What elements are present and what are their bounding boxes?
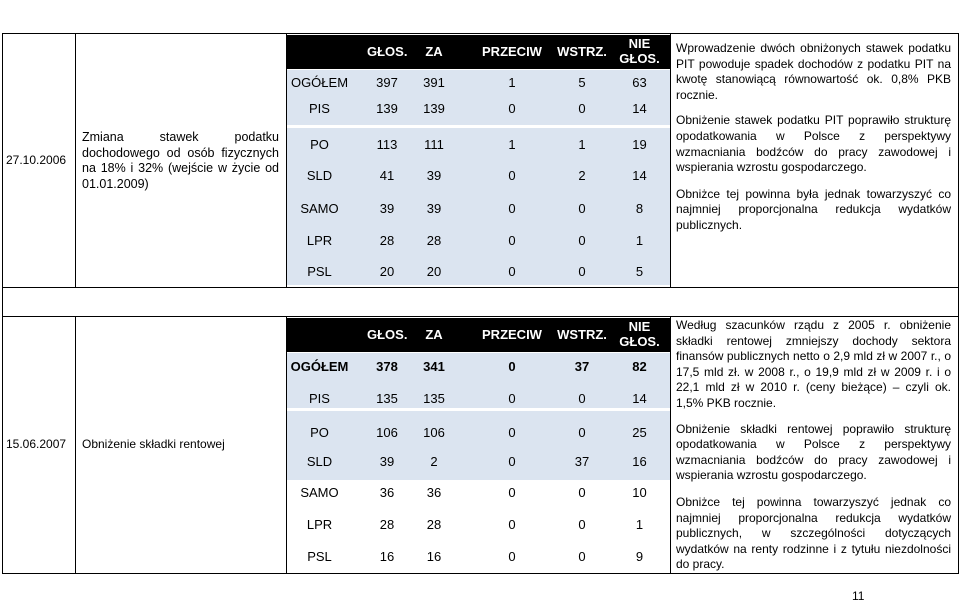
vote-row [287, 232, 670, 250]
vote-value: 1 [578, 137, 586, 152]
party-label: LPR [306, 517, 333, 532]
party-label: PIS [309, 101, 330, 116]
entry-date: 27.10.2006 [6, 153, 67, 167]
party-label: PO [310, 137, 329, 152]
vote-row [287, 100, 670, 118]
vote-value: 1 [635, 517, 644, 532]
column-header: ZA [425, 44, 443, 59]
party-label: SLD [306, 454, 333, 469]
vote-row [287, 136, 670, 154]
vote-value: 28 [379, 517, 395, 532]
grid-line [2, 573, 958, 574]
vote-value: 39 [379, 454, 395, 469]
vote-value: 0 [508, 391, 516, 406]
vote-value: 135 [423, 391, 445, 406]
vote-value: 41 [379, 168, 395, 183]
vote-value: 63 [632, 75, 647, 90]
comment-paragraph: Wprowadzenie dwóch obniżonych stawek podatku PIT powoduje spadek dochodów z podatku PIT na kwotę stanowiącą równowartość ok. 0,8% PKB rocznie. [676, 41, 951, 102]
grid-line [670, 316, 671, 573]
vote-row [287, 390, 670, 408]
vote-value: 139 [423, 101, 445, 116]
vote-value: 1 [635, 233, 644, 248]
column-header: WSTRZ. [557, 327, 607, 342]
vote-row [287, 200, 670, 218]
vote-value: 341 [423, 359, 445, 374]
column-header: NIE GŁOS. [619, 36, 660, 66]
vote-value: 106 [376, 425, 398, 440]
party-label: OGÓŁEM [290, 75, 349, 90]
party-label: SLD [306, 168, 333, 183]
column-header: WSTRZ. [557, 44, 607, 59]
vote-value: 14 [632, 391, 647, 406]
vote-value: 0 [508, 485, 516, 500]
vote-value: 1 [508, 137, 516, 152]
vote-value: 10 [632, 485, 647, 500]
comments [676, 41, 951, 234]
grid-line [287, 409, 670, 410]
vote-value: 139 [376, 101, 398, 116]
vote-value: 37 [574, 454, 590, 469]
party-label: PSL [307, 549, 332, 564]
vote-value: 397 [376, 75, 398, 90]
vote-value: 39 [426, 168, 442, 183]
vote-value: 8 [635, 201, 644, 216]
vote-value: 16 [632, 454, 647, 469]
column-header: NIE GŁOS. [619, 319, 660, 349]
vote-value: 0 [508, 359, 516, 374]
vote-value: 2 [578, 168, 586, 183]
vote-value: 25 [632, 425, 647, 440]
vote-row [287, 453, 670, 471]
vote-value: 20 [426, 264, 442, 279]
vote-value: 0 [578, 201, 586, 216]
vote-value: 0 [578, 233, 586, 248]
vote-row [287, 548, 670, 566]
vote-row [287, 516, 670, 534]
vote-row [287, 358, 670, 376]
vote-value: 0 [578, 549, 586, 564]
vote-value: 1 [508, 75, 516, 90]
vote-value: 5 [635, 264, 644, 279]
column-header: GŁOS. [367, 327, 408, 342]
vote-value: 0 [508, 168, 516, 183]
grid-line [2, 33, 3, 574]
page-number: 11 [852, 589, 865, 603]
vote-value: 391 [423, 75, 445, 90]
comment-paragraph: Obniżce tej powinna była jednak towarzyszyć co najmniej proporcjonalna redukcja wydatków publicznych. [676, 186, 951, 232]
comment-paragraph: Obniżenie składki rentowej poprawiło strukturę opodatkowania w Polsce z perspektywy wzmacniania bodźców do pracy zawodowej i wspierania wzrostu gospodarczego. [676, 421, 951, 483]
party-label: PIS [309, 391, 330, 406]
party-label: SAMO [300, 485, 339, 500]
vote-value: 36 [426, 485, 442, 500]
vote-row [287, 484, 670, 502]
vote-row [287, 424, 670, 442]
vote-value: 14 [632, 101, 647, 116]
vote-value: 0 [508, 517, 516, 532]
vote-value: 16 [379, 549, 395, 564]
vote-value: 0 [578, 425, 586, 440]
grid-line [2, 33, 958, 34]
party-label: LPR [306, 233, 333, 248]
vote-value: 0 [508, 264, 516, 279]
vote-value: 106 [423, 425, 445, 440]
grid-line [670, 33, 671, 287]
party-label: OGÓŁEM [290, 359, 349, 374]
column-header: GŁOS. [367, 44, 408, 59]
vote-value: 378 [376, 359, 398, 374]
vote-value: 0 [508, 549, 516, 564]
vote-value: 0 [508, 233, 516, 248]
vote-value: 2 [430, 454, 438, 469]
party-label: SAMO [300, 201, 339, 216]
vote-value: 0 [578, 485, 586, 500]
comment-paragraph: Obniżenie stawek podatku PIT poprawiło strukturę opodatkowania w Polsce z perspektywy wzmacniania bodźców do pracy zawodowej i wspierania wzrostu gospodarczego. [676, 113, 951, 175]
grid-line [2, 316, 958, 317]
vote-value: 82 [632, 359, 647, 374]
vote-value: 37 [574, 359, 590, 374]
party-label: PSL [307, 264, 332, 279]
grid-line [287, 126, 670, 127]
vote-table-header [287, 35, 670, 69]
vote-row [287, 167, 670, 185]
vote-value: 36 [379, 485, 395, 500]
vote-value: 0 [578, 264, 586, 279]
column-header: ZA [425, 327, 443, 342]
entry-subject: Zmiana stawek podatku dochodowego od osób fizycznych na 18% i 32% (wejście w życie od 01.01.2009) [82, 130, 279, 191]
vote-value: 0 [578, 101, 586, 116]
vote-row [287, 74, 670, 92]
vote-table-header [287, 318, 670, 352]
vote-value: 20 [379, 264, 395, 279]
entry-date: 15.06.2007 [6, 437, 67, 451]
vote-value: 19 [632, 137, 647, 152]
grid-line [75, 316, 76, 573]
vote-value: 0 [578, 517, 586, 532]
vote-value: 28 [426, 517, 442, 532]
vote-value: 39 [379, 201, 395, 216]
vote-value: 0 [578, 391, 586, 406]
comment-paragraph: Obniżce tej powinna towarzyszyć jednak co najmniej proporcjonalna redukcja wydatków publicznych, w szczególności dotyczących wydatków na renty rodzinne i z tytułu niezdolności do pracy. [676, 494, 951, 572]
vote-value: 5 [578, 75, 586, 90]
column-header: PRZECIW [482, 327, 542, 342]
entry-subject: Obniżenie składki rentowej [82, 437, 225, 451]
comments [676, 318, 951, 573]
vote-value: 16 [426, 549, 442, 564]
vote-value: 28 [379, 233, 395, 248]
vote-value: 0 [508, 101, 516, 116]
party-label: PO [310, 425, 329, 440]
vote-value: 28 [426, 233, 442, 248]
vote-value: 111 [424, 137, 444, 152]
vote-value: 135 [376, 391, 398, 406]
grid-line [2, 287, 958, 288]
vote-row [287, 263, 670, 281]
column-header: PRZECIW [482, 44, 542, 59]
vote-value: 0 [508, 425, 516, 440]
vote-value: 0 [508, 454, 516, 469]
vote-value: 39 [426, 201, 442, 216]
grid-line [75, 33, 76, 287]
vote-value: 14 [632, 168, 647, 183]
comment-paragraph: Według szacunków rządu z 2005 r. obniżenie składki rentowej zmniejszy dochody sektora finansów publicznych netto o 2,9 mld zł w 2007 r., o 17,5 mld zł. w 2008 r., o 19,9 mld zł w 2009 r. i o 22,1 mld zł w 2010 r. (ceny bieżące) – czyli ok. 1,5% PKB rocznie. [676, 318, 951, 410]
vote-value: 9 [635, 549, 644, 564]
vote-value: 113 [376, 137, 398, 152]
vote-value: 0 [508, 201, 516, 216]
